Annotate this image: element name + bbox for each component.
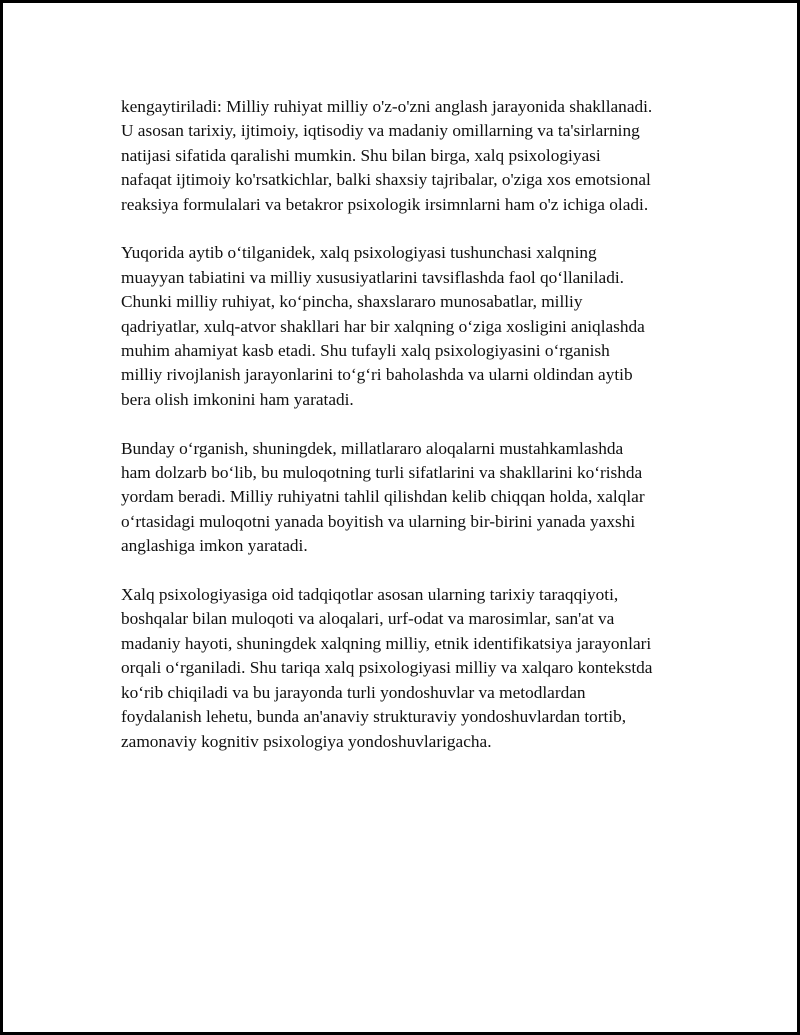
text-line: anglashiga imkon yaratadi. (121, 536, 308, 556)
text-line: milliy rivojlanish jarayonlarini to‘g‘ri baholashda va ularni oldindan aytib (121, 365, 633, 385)
document-body (121, 95, 721, 778)
text-line: madaniy hayoti, shuningdek xalqning milliy, etnik identifikatsiya jarayonlari (121, 633, 652, 653)
text-line: qadriyatlar, xulq-atvor shakllari har bir xalqning o‘ziga xosligini aniqlashda (121, 316, 645, 336)
paragraph-4 (121, 583, 721, 754)
text-line: ham dolzarb bo‘lib, bu muloqotning turli sifatlarini va shakllarini ko‘rishda (121, 463, 643, 483)
text-line: kengaytiriladi: Milliy ruhiyat milliy o'z-o'zni anglash jarayonida shakllanadi. (121, 97, 653, 116)
text-line: orqali o‘rganiladi. Shu tariqa xalq psixologiyasi milliy va xalqaro kontekstda (121, 658, 653, 678)
text-line: Bunday o‘rganish, shuningdek, millatlararo aloqalarni mustahkamlashda (121, 438, 624, 458)
text-line: bera olish imkonini ham yaratadi. (121, 389, 354, 409)
text-line: Chunki milliy ruhiyat, ko‘pincha, shaxslararo munosabatlar, milliy (121, 292, 583, 312)
text-line: yordam beradi. Milliy ruhiyatni tahlil qilishdan kelib chiqqan holda, xalqlar (121, 487, 645, 507)
text-line: Xalq psixologiyasiga oid tadqiqotlar asosan ularning tarixiy taraqqiyoti, (121, 585, 619, 605)
text-line: Yuqorida aytib o‘tilganidek, xalq psixologiyasi tushunchasi xalqning (121, 243, 597, 263)
text-line: o‘rtasidagi muloqotni yanada boyitish va ularning bir-birini yanada yaxshi (121, 511, 636, 531)
paragraph-2 (121, 241, 721, 412)
text-line: muayyan tabiatini va milliy xususiyatlarini tavsiflashda faol qo‘llaniladi. (121, 267, 624, 287)
paragraph-3 (121, 437, 721, 559)
text-line: ko‘rib chiqiladi va bu jarayonda turli yondoshuvlar va metodlardan (121, 682, 586, 702)
text-line: reaksiya formulalari va betakror psixologik irsimnlarni ham o'z ichiga oladi. (121, 194, 649, 214)
text-line: boshqalar bilan muloqoti va aloqalari, urf-odat va marosimlar, san'at va (121, 609, 615, 629)
text-line: nafaqat ijtimoiy ko'rsatkichlar, balki shaxsiy tajribalar, o'ziga xos emotsional (121, 170, 651, 190)
text-line: foydalanish lehetu, bunda an'anaviy strukturaviy yondoshuvlardan tortib, (121, 707, 627, 727)
text-line: muhim ahamiyat kasb etadi. Shu tufayli xalq psixologiyasini o‘rganish (121, 341, 610, 361)
text-line: zamonaviy kognitiv psixologiya yondoshuvlarigacha. (121, 731, 492, 751)
text-line: U asosan tarixiy, ijtimoiy, iqtisodiy va madaniy omillarning va ta'sirlarning (121, 121, 640, 141)
paragraph-1 (121, 95, 721, 217)
text-line: natijasi sifatida qaralishi mumkin. Shu bilan birga, xalq psixologiyasi (121, 145, 601, 165)
